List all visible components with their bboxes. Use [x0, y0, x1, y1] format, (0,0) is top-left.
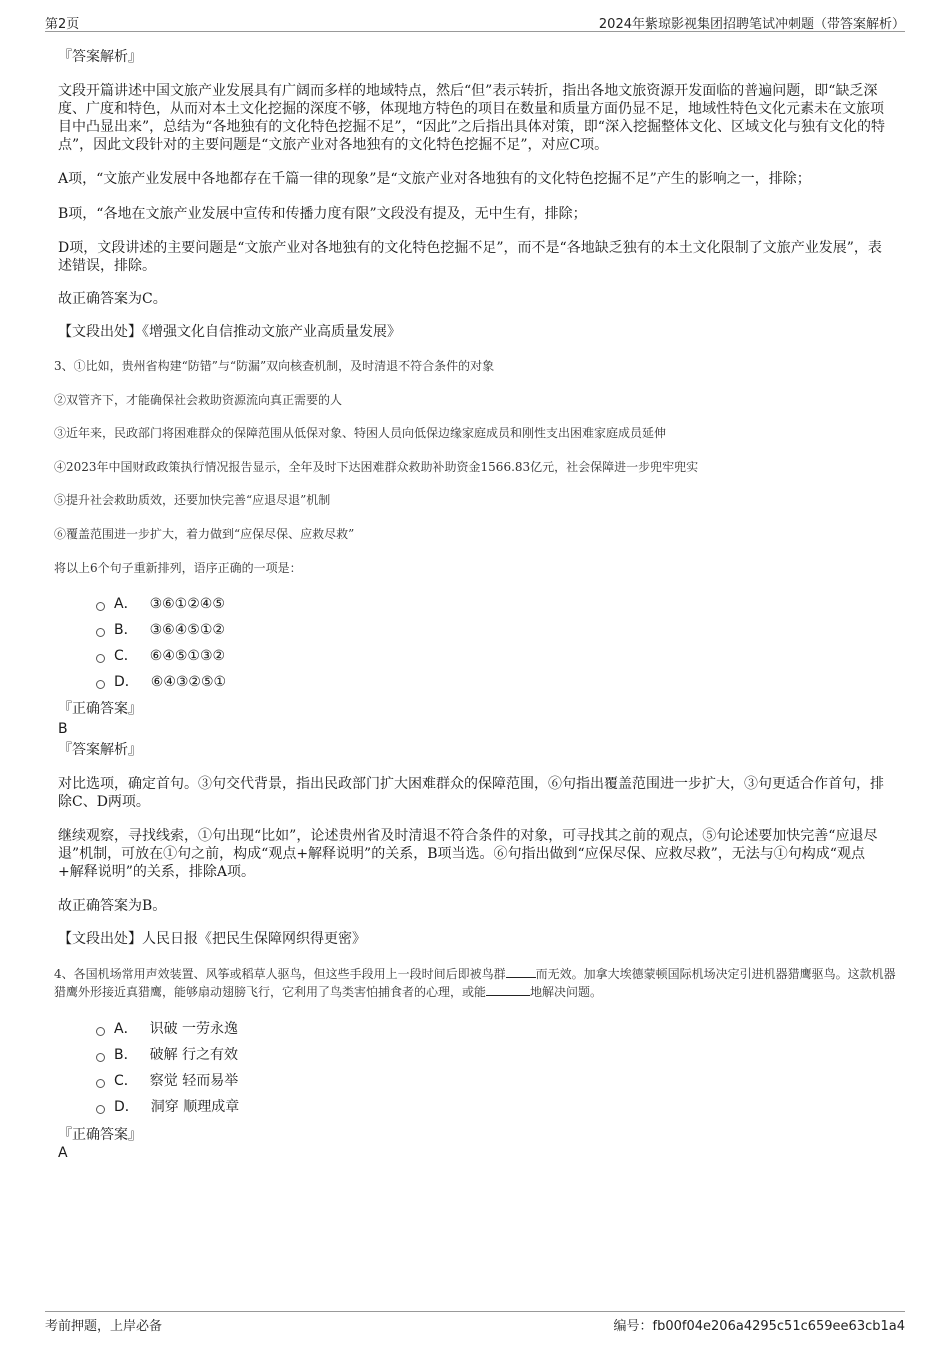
- q3-sentence-6: ⑥覆盖范围进一步扩大，着力做到“应保尽保、应救尽救”: [54, 527, 355, 541]
- analysis-conclusion: 故正确答案为B。: [58, 898, 167, 914]
- option-text: 察觉 轻而易举: [149, 1073, 239, 1089]
- option-text: ③⑥①②④⑤: [149, 596, 225, 612]
- analysis-label: 『答案解析』: [58, 742, 142, 758]
- option-text: 破解 行之有效: [149, 1047, 239, 1063]
- q3-sentence-2: ②双管齐下，才能确保社会救助资源流向真正需要的人: [54, 393, 343, 407]
- text-source: 【文段出处】人民日报《把民生保障网织得更密》: [58, 931, 366, 947]
- analysis-paragraph: 继续观察，寻找线索，①句出现“比如”，论述贵州省及时清退不符合条件的对象，可寻找其之前的观点，⑤句论述要加快完善“应退尽退”机制，可放在①句之前，构成“观点+解释说明”的关系，B项当选。⑥句指出做到“应保尽保、应救尽救”，无法与①句构成“观点+解释说明”的关系，排除A项。: [58, 828, 878, 880]
- document-title: 2024年紫琼影视集团招聘笔试冲刺题（带答案解析）: [598, 17, 905, 32]
- analysis-option-d: D项，文段讲述的主要问题是“文旅产业对各地独有的文化特色挖掘不足”，而不是“各地缺乏独有的本土文化限制了文旅产业发展”，表述错误，排除。: [58, 240, 882, 274]
- page-number: 第2页: [45, 17, 80, 32]
- q3-option-c[interactable]: C． ⑥④⑤①③②: [96, 647, 225, 665]
- q4-option-b[interactable]: B． 破解 行之有效: [96, 1046, 238, 1064]
- fill-blank-2: [486, 983, 530, 996]
- q3-option-a[interactable]: A． ③⑥①②④⑤: [96, 595, 225, 613]
- radio-button[interactable]: [96, 1027, 105, 1036]
- radio-button[interactable]: [96, 1053, 105, 1062]
- radio-button[interactable]: [96, 1105, 105, 1114]
- correct-answer: A: [58, 1145, 68, 1161]
- text-source: 【文段出处】《增强文化自信推动文旅产业高质量发展》: [58, 324, 401, 340]
- q4-option-d[interactable]: D． 洞穿 顺理成章: [96, 1098, 239, 1116]
- q3-option-b[interactable]: B． ③⑥④⑤①②: [96, 621, 225, 639]
- option-text: ③⑥④⑤①②: [149, 622, 225, 638]
- correct-answer: B: [58, 721, 68, 737]
- page-footer: [45, 1311, 905, 1333]
- q3-sentence-5: ⑤提升社会救助质效，还要加快完善“应退尽退”机制: [54, 493, 331, 507]
- correct-answer-label: 『正确答案』: [58, 1127, 142, 1143]
- option-text: ⑥④③②⑤①: [150, 674, 227, 690]
- analysis-option-a: A项，“文旅产业发展中各地都存在千篇一律的现象”是“文旅产业对各地独有的文化特色挖掘不足”产生的影响之一，排除；: [58, 171, 811, 187]
- q3-prompt: 将以上6个句子重新排列，语序正确的一项是：: [54, 561, 302, 575]
- analysis-option-b: B项，“各地在文旅产业发展中宣传和传播力度有限”文段没有提及，无中生有，排除；: [58, 206, 587, 222]
- q3-sentence-1: 3、①比如，贵州省构建“防错”与“防漏”双向核查机制，及时清退不符合条件的对象: [54, 359, 495, 373]
- q3-sentence-3: ③近年来，民政部门将困难群众的保障范围从低保对象、特困人员向低保边缘家庭成员和刚性支出困难家庭成员延伸: [54, 426, 667, 440]
- radio-button[interactable]: [96, 628, 105, 637]
- q3-option-d[interactable]: D． ⑥④③②⑤①: [96, 673, 226, 691]
- option-text: ⑥④⑤①③②: [149, 648, 226, 664]
- analysis-label: 『答案解析』: [58, 49, 142, 65]
- q4-stem: 4、各国机场常用声效装置、风筝或稻草人驱鸟，但这些手段用上一段时间后即被鸟群 而无效。加拿大埃德蒙顿国际机场决定引进机器猎鹰驱鸟。这款机器猎鹰外形接近真猎鹰，能够扇动翅膀飞行，它利用了鸟类害怕捕食者的心理，或能 地解决问题。: [54, 967, 896, 999]
- radio-button[interactable]: [96, 654, 105, 663]
- option-text: 识破 一劳永逸: [149, 1021, 239, 1037]
- analysis-paragraph: 对比选项，确定首句。③句交代背景，指出民政部门扩大困难群众的保障范围，⑥句指出覆盖范围进一步扩大，③句更适合作首句，排除C、D两项。: [58, 776, 884, 810]
- page-header: [45, 13, 905, 32]
- q3-sentence-4: ④2023年中国财政政策执行情况报告显示，全年及时下达困难群众救助补助资金1566.83亿元，社会保障进一步兜牢兜实: [54, 460, 699, 474]
- correct-answer-label: 『正确答案』: [58, 701, 142, 717]
- analysis-paragraph: 文段开篇讲述中国文旅产业发展具有广阔而多样的地域特点，然后“但”表示转折，指出各地文旅资源开发面临的普遍问题，即“缺乏深度、广度和特色，从而对本土文化挖掘的深度不够，体现地方特色的项目在数量和质量方面仍显不足，地域性特色文化元素未在文旅项目中凸显出来”，总结为“各地独有的文化特色挖掘不足”，“因此”之后指出具体对策，即“深入挖掘整体文化、区域文化与独有文化的特点”，因此文段针对的主要问题是“文旅产业对各地独有的文化特色挖掘不足”，对应C项。: [58, 83, 885, 153]
- radio-button[interactable]: [96, 1079, 105, 1088]
- document-id: 编号：fb00f04e206a4295c51c659ee63cb1a4: [613, 1319, 905, 1334]
- option-text: 洞穿 顺理成章: [150, 1099, 240, 1115]
- radio-button[interactable]: [96, 680, 105, 689]
- q4-option-c[interactable]: C． 察觉 轻而易举: [96, 1072, 238, 1090]
- radio-button[interactable]: [96, 602, 105, 611]
- fill-blank-1: [506, 965, 536, 978]
- q4-option-a[interactable]: A． 识破 一劳永逸: [96, 1020, 238, 1038]
- analysis-conclusion: 故正确答案为C。: [58, 291, 167, 307]
- footer-slogan: 考前押题，上岸必备: [45, 1319, 163, 1334]
